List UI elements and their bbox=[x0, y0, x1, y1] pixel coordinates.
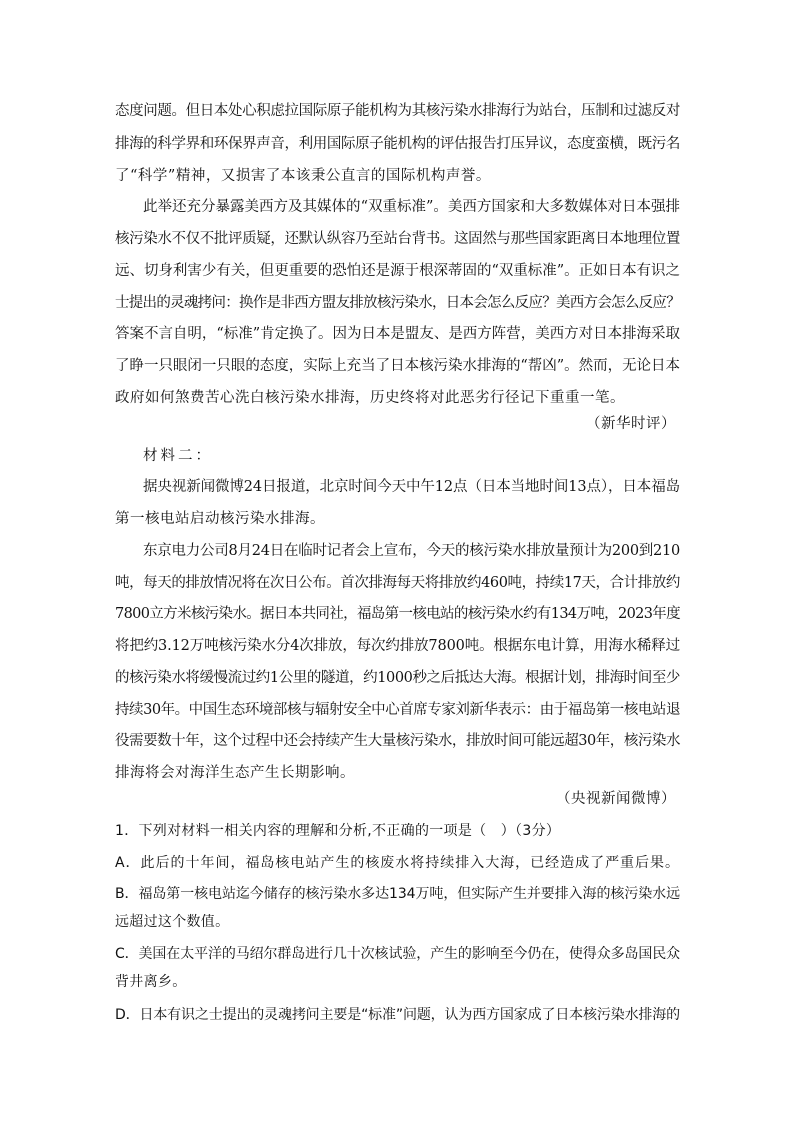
source-citation: （央视新闻微博） bbox=[556, 791, 676, 807]
passage-line: 东京电力公司8月24日在临时记者会上宣布，今天的核污染水排放量预计为200到210 bbox=[143, 543, 680, 559]
passage-line: 第一核电站启动核污染水排海。 bbox=[115, 511, 325, 527]
passage-line: 排海的科学界和环保界声音，利用国际原子能机构的评估报告打压异议，态度蛮横，既污名 bbox=[115, 136, 680, 152]
source-citation: （新华时评） bbox=[586, 416, 676, 432]
passage-line: 役需要数十年，这个过程中还会持续产生大量核污染水，排放时间可能远超30年，核污染水 bbox=[115, 733, 680, 749]
option-c: C．美国在太平洋的马绍尔群岛进行几十次核试验，产生的影响至今仍在，使得众多岛国民众 bbox=[115, 946, 680, 962]
passage-line: 将把约3.12万吨核污染水分4次排放，每次约排放7800吨。根据东电计算，用海水稀释过 bbox=[115, 638, 680, 654]
passage-line: 吨，每天的排放情况将在次日公布。首次排海每天将排放约460吨，持续17天，合计排放约 bbox=[115, 575, 680, 591]
passage-line: 态度问题。但日本处心积虑拉国际原子能机构为其核污染水排海行为站台，压制和过滤反对 bbox=[115, 103, 680, 119]
question-stem: 1．下列对材料一相关内容的理解和分析,不正确的一项是（ ）（3分） bbox=[115, 823, 561, 839]
passage-line: 核污染水不仅不批评质疑，还默认纵容乃至站台背书。这固然与那些国家距离日本地理位置 bbox=[115, 231, 680, 247]
option-d: D．日本有识之士提出的灵魂拷问主要是“标准”问题，认为西方国家成了日本核污染水排海的 bbox=[115, 1007, 680, 1023]
passage-line: 远、切身利害少有关，但更重要的恐怕还是源于根深蒂固的“双重标准”。正如日本有识之 bbox=[115, 263, 680, 279]
passage-line: 持续30年。中国生态环境部核与辐射安全中心首席专家刘新华表示：由于福岛第一核电站退 bbox=[115, 702, 680, 718]
option-b-continued: 远超过这个数值。 bbox=[115, 914, 230, 930]
passage-line: 了“科学”精神，又损害了本该秉公直言的国际机构声誉。 bbox=[115, 168, 491, 184]
passage-line: 排海将会对海洋生态产生长期影响。 bbox=[115, 765, 355, 781]
passage-line: 的核污染水将缓慢流过约1公里的隧道，约1000秒之后抵达大海。根据计划，排海时间至少 bbox=[115, 670, 680, 686]
passage-line: 7800立方米核污染水。据日本共同社，福岛第一核电站的核污染水约有134万吨，2023年度 bbox=[115, 606, 680, 622]
option-b: B．福岛第一核电站迄今储存的核污染水多达134万吨，但实际产生并要排入海的核污染水远 bbox=[115, 886, 680, 902]
passage-line: 答案不言自明，“标准”肯定换了。因为日本是盟友、是西方阵营，美西方对日本排海采取 bbox=[115, 326, 680, 342]
passage-line: 了睁一只眼闭一只眼的态度，实际上充当了日本核污染水排海的“帮凶”。然而，无论日本 bbox=[115, 358, 680, 374]
option-a: A．此后的十年间，福岛核电站产生的核废水将持续排入大海，已经造成了严重后果。 bbox=[115, 855, 680, 871]
option-c-continued: 背井离乡。 bbox=[115, 974, 187, 990]
passage-line: 据央视新闻微博24日报道，北京时间今天中午12点（日本当地时间13点），日本福岛 bbox=[143, 479, 680, 495]
passage-line: 政府如何煞费苦心洗白核污染水排海，历史终将对此恶劣行径记下重重一笔。 bbox=[115, 390, 625, 406]
passage-line: 此举还充分暴露美西方及其媒体的“双重标准”。美西方国家和大多数媒体对日本强排 bbox=[143, 199, 680, 215]
material-heading: 材料二： bbox=[143, 448, 213, 464]
passage-line: 士提出的灵魂拷问：换作是非西方盟友排放核污染水，日本会怎么反应？美西方会怎么反应？ bbox=[115, 295, 680, 311]
